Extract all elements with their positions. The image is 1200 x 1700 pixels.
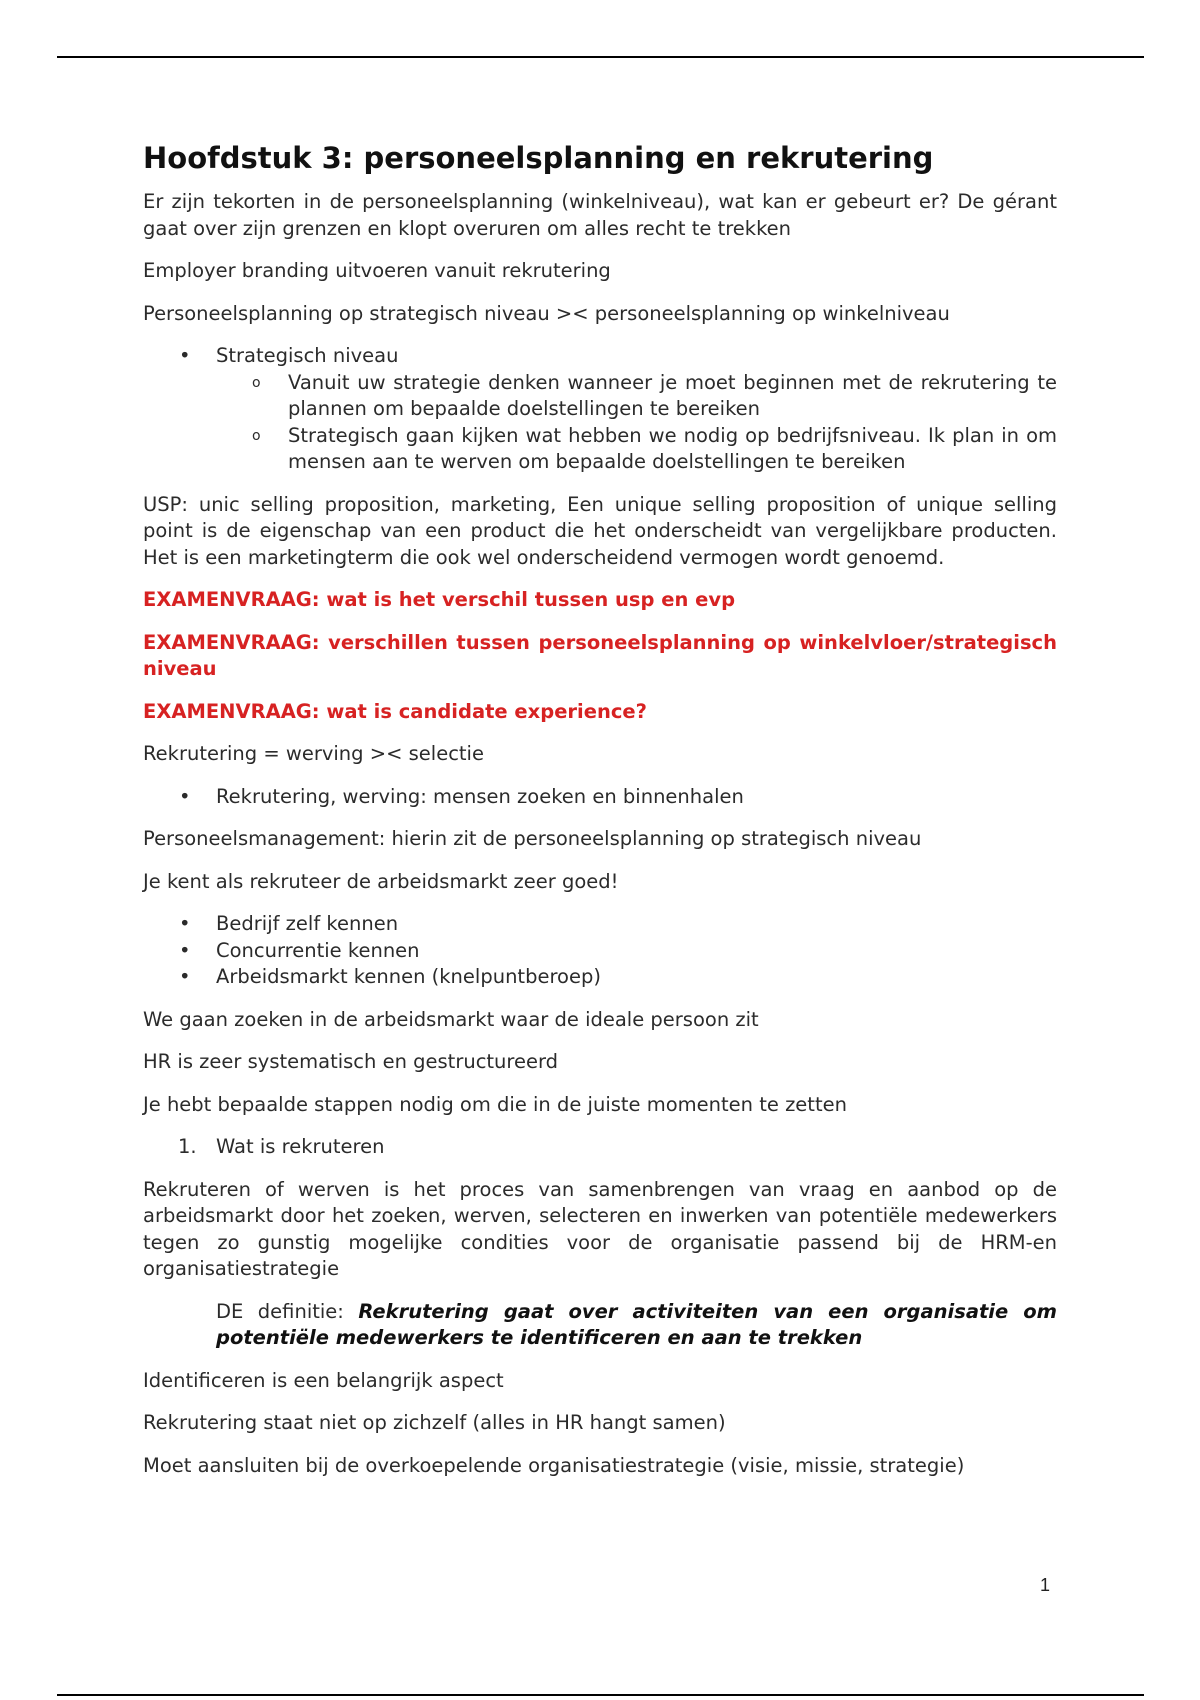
sub-bullet-marker: o [252,427,261,444]
definition-text: Rekrutering gaat over activiteiten van een organisatie om potentiële medewerkers te identificeren en aan te trekken [216,1299,1057,1349]
page-number: 1 [1040,1575,1051,1595]
strategic-sub-list [216,370,1057,476]
footer-rule [57,1694,1144,1696]
aansluiten-paragraph: Moet aansluiten bij de overkoepelende organisatiestrategie (visie, missie, strategie) [143,1453,965,1477]
arbeidsmarkt-paragraph: Je kent als rekruteer de arbeidsmarkt zeer goed! [143,869,619,893]
werving-list [143,784,1057,811]
bullet-marker: • [179,965,191,988]
numbered-list-item-text: Wat is rekruteren [216,1135,385,1158]
numbered-list [143,1134,1057,1161]
list-item [143,343,1057,476]
list-item-text: Concurrentie kennen [216,938,420,962]
list-item-text: Arbeidsmarkt kennen (knelpuntberoep) [216,965,601,988]
personeelsmanagement-paragraph: Personeelsmanagement: hierin zit de personeelsplanning op strategisch niveau [143,827,922,850]
comparison-paragraph: Personeelsplanning op strategisch niveau >< personeelsplanning op winkelniveau [143,301,950,325]
definition-label: DE definitie: [216,1299,344,1323]
sub-bullet-marker: o [252,374,261,391]
exam-question-usp-evp: EXAMENVRAAG: wat is het verschil tussen usp en evp [143,588,736,611]
kennen-list [143,911,1057,991]
exam-question-planning: EXAMENVRAAG: verschillen tussen personeelsplanning op winkelvloer/strategisch niveau [143,630,1057,680]
list-item-text: Rekrutering, werving: mensen zoeken en binnenhalen [216,784,744,808]
sub-list-item [216,423,1057,476]
hr-systematisch-paragraph: HR is zeer systematisch en gestructureerd [143,1050,559,1073]
list-item [143,964,1057,991]
sub-list-item [216,370,1057,423]
samenhang-paragraph: Rekrutering staat niet op zichzelf (alles in HR hangt samen) [143,1411,726,1434]
list-item-text: Strategisch niveau [216,344,399,367]
bullet-marker: • [179,784,191,808]
header-rule [57,56,1144,58]
sub-list-item-text: Vanuit uw strategie denken wanneer je moet beginnen met de rekrutering te plannen om bepaalde doelstellingen te bereiken [288,370,1057,420]
list-item [143,911,1057,938]
sub-list-item-text: Strategisch gaan kijken wat hebben we nodig op bedrijfsniveau. Ik plan in om mensen aan te werven om bepaalde doelstellingen te bereiken [288,423,1057,473]
definition-block [216,1299,1057,1352]
zoeken-paragraph: We gaan zoeken in de arbeidsmarkt waar de ideale persoon zit [143,1007,759,1031]
bullet-marker: • [179,938,191,962]
numbered-list-item [143,1134,1057,1161]
list-number: 1. [178,1135,197,1158]
usp-paragraph: USP: unic selling proposition, marketing, Een unique selling proposition of unique selling point is de eigenschap van een product die het onderscheidt van vergelijkbare producten. Het is een marketingterm die ook wel onderscheidend vermogen wordt genoemd. [143,492,1057,569]
rekrutering-definition-paragraph: Rekrutering = werving >< selectie [143,742,484,765]
exam-question-candidate-experience: EXAMENVRAAG: wat is candidate experience? [143,699,647,723]
stappen-paragraph: Je hebt bepaalde stappen nodig om die in de juiste momenten te zetten [143,1092,847,1116]
document-page [143,140,1057,1495]
intro-paragraph: Er zijn tekorten in de personeelsplanning (winkelniveau), wat kan er gebeurt er? De gérant gaat over zijn grenzen en klopt overuren om alles recht te trekken [143,190,1057,240]
rekruteren-explanation-paragraph: Rekruteren of werven is het proces van samenbrengen van vraag en aanbod op de arbeidsmarkt door het zoeken, werven, selecteren en inwerken van potentiële medewerkers tegen zo gunstig mogelijke condities voor de organisatie passend bij de HRM-en organisatiestrategie [143,1177,1057,1280]
list-item [143,938,1057,965]
bullet-marker: • [179,344,191,367]
list-item [143,784,1057,811]
employer-branding-paragraph: Employer branding uitvoeren vanuit rekrutering [143,259,611,282]
chapter-heading: Hoofdstuk 3: personeelsplanning en rekrutering [143,141,934,175]
identificeren-paragraph: Identificeren is een belangrijk aspect [143,1368,504,1392]
bullet-marker: • [179,912,191,935]
list-item-text: Bedrijf zelf kennen [216,912,399,935]
strategic-level-list [143,343,1057,476]
